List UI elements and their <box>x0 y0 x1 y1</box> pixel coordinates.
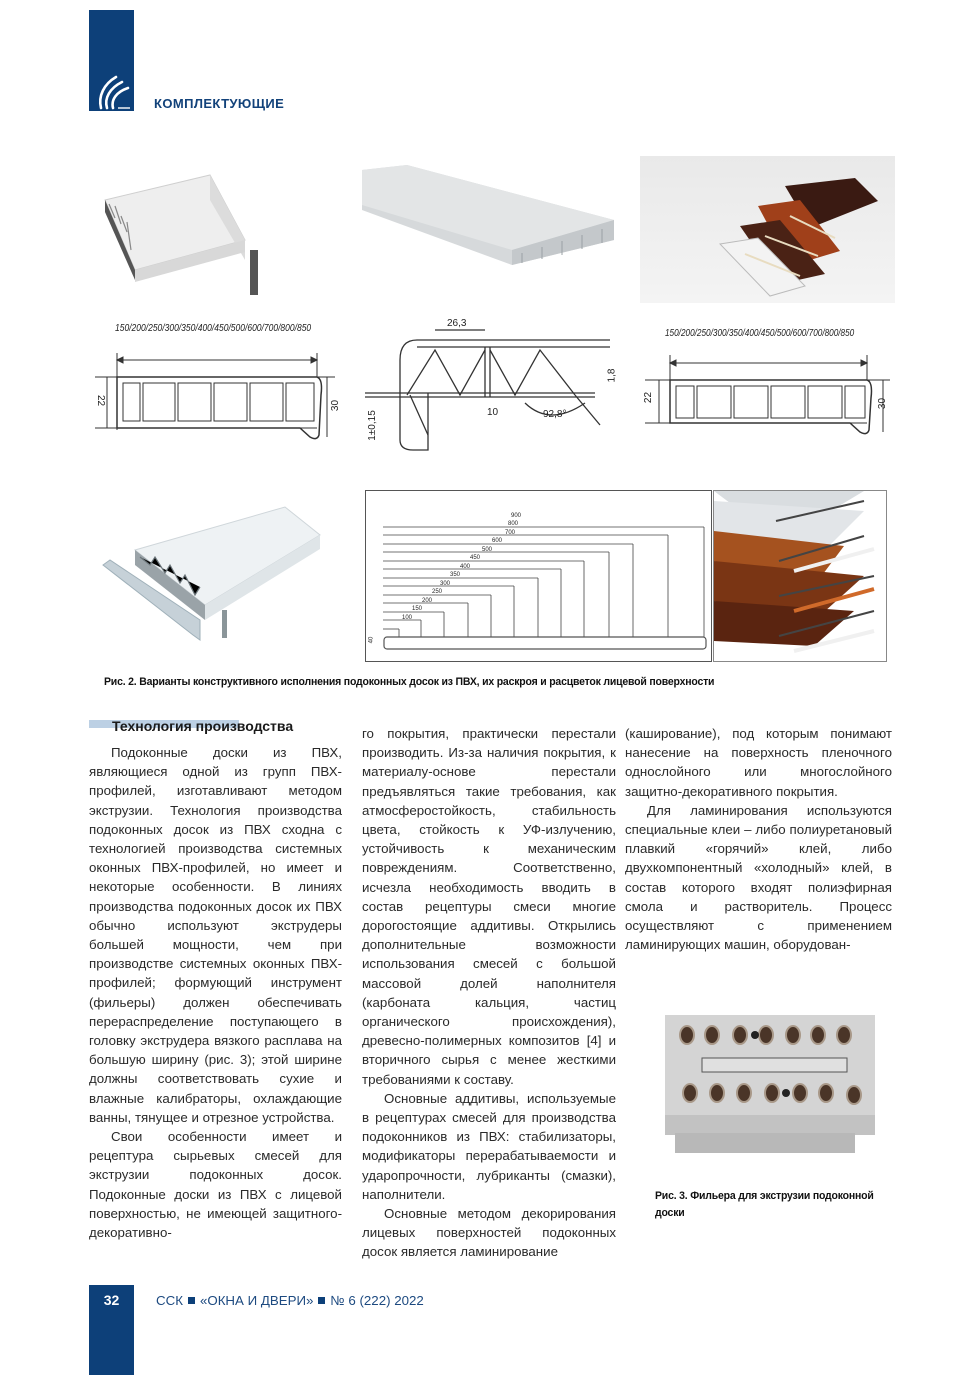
dimension-width-label: 150/200/250/300/350/400/450/500/600/700/800/850 <box>115 323 312 334</box>
photo-extrusion-die <box>660 1015 885 1160</box>
width-600: 600 <box>492 538 503 544</box>
issue-number: № 6 (222) 2022 <box>330 1293 424 1308</box>
figure2-caption: Рис. 2. Варианты конструктивного исполнения подоконных досок из ПВХ, их раскроя и расцветок лицевой поверхности <box>104 676 715 688</box>
width-100: 100 <box>402 615 413 621</box>
publisher: ССК <box>156 1293 183 1308</box>
photo-sill-grey <box>362 165 614 275</box>
square-bullet-icon <box>318 1297 325 1304</box>
paragraph: Подоконные доски из ПВХ, являющиеся одной из групп ПВХ-профилей, изготавливают методом экструзии. Технология производства подоконных досок из ПВХ сходна с технологией производства системных оконных ПВХ-профилей, но имеет и некоторые особенности. В линиях производства подоконных досок их ПВХ обычно используют экструдеры большей мощности, чем при производстве системных оконных ПВХ-профилей; формующий инструмент (фильеры) должен обеспечивать перераспределение поступающего в головку экструдера вязкого расплава на большую ширину (рис. 3); этой ширине должны соответствовать сухие и влажные калибраторы, охлаждающие ванны, тянущее и отрезное устройства. <box>89 745 342 1125</box>
text-column-1 <box>89 743 342 1242</box>
paragraph: (каширование), под которым понимают нанесение на поверхность пленочного однослойного или многослойного защитно-декоративного покрытия. <box>625 726 892 799</box>
dimension-angle: 92,8° <box>543 409 567 420</box>
magazine-title: «ОКНА И ДВЕРИ» <box>199 1293 314 1308</box>
cutting-chart <box>365 490 712 662</box>
paragraph: го покрытия, практически перестали производить. Из-за наличия покрытия, к материалу-основе перестали предъявляться такие требования, как атмосферостойкость, стабильность цвета, стойкость к УФ-излучению, устойчивость к механическим повреждениям. Соответственно, исчезла необходимость вводить в состав рецептуры смеси многие дорогостоящие аддитивы. Открылись дополнительные возможности использования смесей с большой массовой долей наполнителя (карбоната кальция, частиц органического происхождения), древесно-полимерных композитов [4] и вторичного сырья с менее жесткими требованиями к составу. <box>362 726 616 1087</box>
width-250: 250 <box>432 589 443 595</box>
photo-sill-cutaway-white <box>95 160 345 305</box>
drawing-profile-section <box>365 315 627 455</box>
drawing-profile-left <box>95 315 355 445</box>
text-column-2 <box>362 724 616 1262</box>
dimension-width-label: 150/200/250/300/350/400/450/500/600/700/800/850 <box>665 328 855 339</box>
width-500: 500 <box>482 547 493 553</box>
thickness-label: 40 <box>368 636 375 644</box>
photo-sill-colors <box>640 156 895 303</box>
square-bullet-icon <box>188 1297 195 1304</box>
width-700: 700 <box>505 530 516 536</box>
dimension-right-height: 30 <box>877 397 889 410</box>
photo-laminated-sills <box>713 490 887 662</box>
width-300: 300 <box>440 581 451 587</box>
page-number: 32 <box>103 1292 120 1308</box>
ssk-logo-icon <box>92 68 132 110</box>
photo-sill-with-endcap <box>95 495 345 655</box>
paragraph: Свои особенности имеет и рецептура сырьевых смесей для экструзии подоконных досок. Подоконные доски из ПВХ с лицевой поверхностью, не имеющей защитного-декоративно- <box>89 1129 342 1241</box>
paragraph: Основные аддитивы, используемые в рецептурах смесей для производства подоконников из ПВХ: стабилизаторы, модификаторы перерабатываемости и ударопрочности, лубриканты (смазки), наполнители. <box>362 1090 616 1202</box>
section-label: КОМПЛЕКТУЮЩИЕ <box>154 96 285 111</box>
width-900: 900 <box>511 513 522 519</box>
width-200: 200 <box>422 598 433 604</box>
width-400: 400 <box>460 564 471 570</box>
width-150: 150 <box>412 606 423 612</box>
dimension-left-height: 22 <box>643 391 655 404</box>
dimension-gap: 10 <box>487 407 499 418</box>
paragraph: Для ламинирования используются специальные клеи – либо полиуретановый плавкий «горячий» клей, либо двухкомпонентный «холодный» клей, в состав которого входят полиэфирная смола и растворитель. Процесс осуществляют с применением ламинирующих машин, оборудован- <box>625 802 892 953</box>
dimension-left-height: 22 <box>95 394 107 407</box>
width-450: 450 <box>470 555 481 561</box>
dimension-right-height: 30 <box>330 399 342 412</box>
dimension-top: 26,3 <box>447 318 467 329</box>
drawing-profile-right <box>645 320 895 450</box>
text-column-3 <box>625 724 892 954</box>
article-subheading: Технология производства <box>112 718 294 734</box>
footer-publication <box>156 1293 424 1308</box>
figure3-caption: Рис. 3. Фильера для экструзии подоконной доски <box>655 1190 874 1219</box>
dimension-right: 1,8 <box>606 368 618 383</box>
width-350: 350 <box>450 572 461 578</box>
paragraph: Основные методом декорирования лицевых поверхностей подоконных досок является ламинирование <box>362 1206 616 1260</box>
width-800: 800 <box>508 521 519 527</box>
dimension-left: 1±0,15 <box>366 410 378 441</box>
